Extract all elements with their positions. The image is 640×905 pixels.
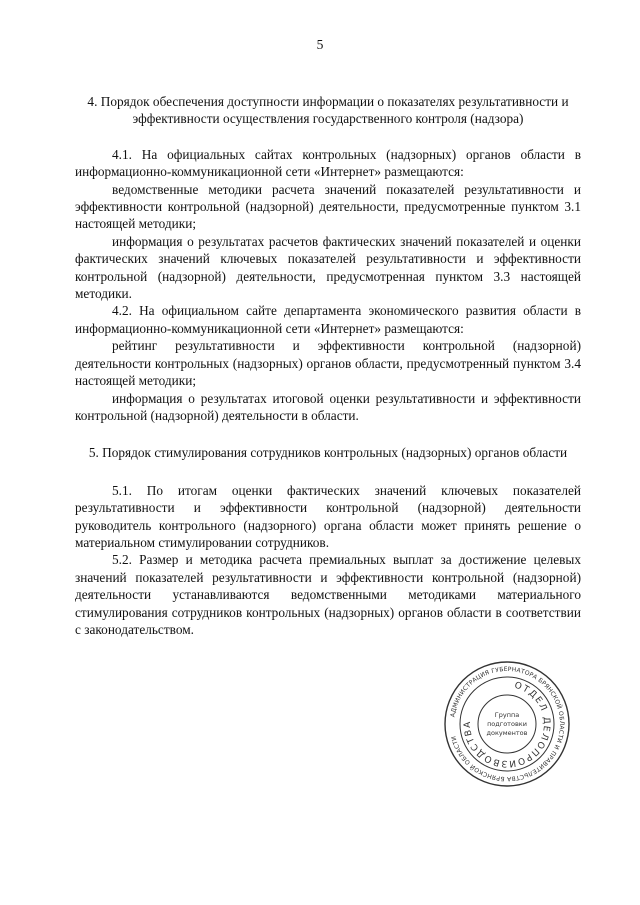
section-5-heading: 5. Порядок стимулирования сотрудников контрольных (надзорных) органов области [88,445,568,461]
stamp-center-line-1: Группа [494,711,520,719]
stamp-center-line-3: документов [486,729,528,737]
stamp-outer-text: АДМИНИСТРАЦИЯ ГУБЕРНАТОРА БРЯНСКОЙ ОБЛАСТИ И ПРАВИТЕЛЬСТВА БРЯНСКОЙ ОБЛАСТИ [449,665,566,783]
document-body [75,93,581,638]
stamp-center-line-2: подготовки [487,720,527,728]
page-number: 5 [316,37,324,52]
paragraph-4-2: 4.2. На официальном сайте департамента экономического развития области в информационно-коммуникационной сети «Интернет» размещаются: [75,303,581,336]
stamp-middle-text: ОТДЕЛ ДЕЛОПРОИЗВОДСТВА [462,680,552,769]
paragraph-5-1: 5.1. По итогам оценки фактических значений ключевых показателей результативности и эффективности контрольной (надзорной) деятельности руководитель контрольного (надзорного) органа области может принять решение о материальном стимулировании сотрудников. [75,482,581,550]
official-stamp [442,659,572,789]
stamp-seal-icon [442,659,572,789]
paragraph-4-2-b: информация о результатах итоговой оценки результативности и эффективности контрольной (надзорной) деятельности в области. [75,390,581,423]
paragraph-4-1: 4.1. На официальных сайтах контрольных (надзорных) органов области в информационно-коммуникационной сети «Интернет» размещаются: [75,146,581,180]
paragraph-4-1-b: информация о результатах расчетов фактических значений показателей и оценки фактических значений ключевых показателей результативности и эффективности контрольной (надзорной) деятельности, предусмотренная пунктом 3.3 настоящей методики. [75,233,581,302]
paragraph-4-2-a: рейтинг результативности и эффективности контрольной (надзорной) деятельности контрольных (надзорных) органов области, предусмотренный пунктом 3.4 настоящей методики; [75,338,581,389]
paragraph-5-2: 5.2. Размер и методика расчета премиальных выплат за достижение целевых значений показателей результативности и эффективности контрольной (надзорной) деятельности устанавливаются ведомственными методиками материального стимулирования сотрудников контрольных (надзорных) органов области в соответствии с законодательством. [75,552,581,637]
section-4-heading: 4. Порядок обеспечения доступности информации о показателях результативности и эффективности осуществления государственного контроля (надзора) [87,94,569,127]
paragraph-4-1-a: ведомственные методики расчета значений показателей результативности и эффективности контрольной (надзорной) деятельности, предусмотренные пунктом 3.1 настоящей методики; [75,181,581,232]
